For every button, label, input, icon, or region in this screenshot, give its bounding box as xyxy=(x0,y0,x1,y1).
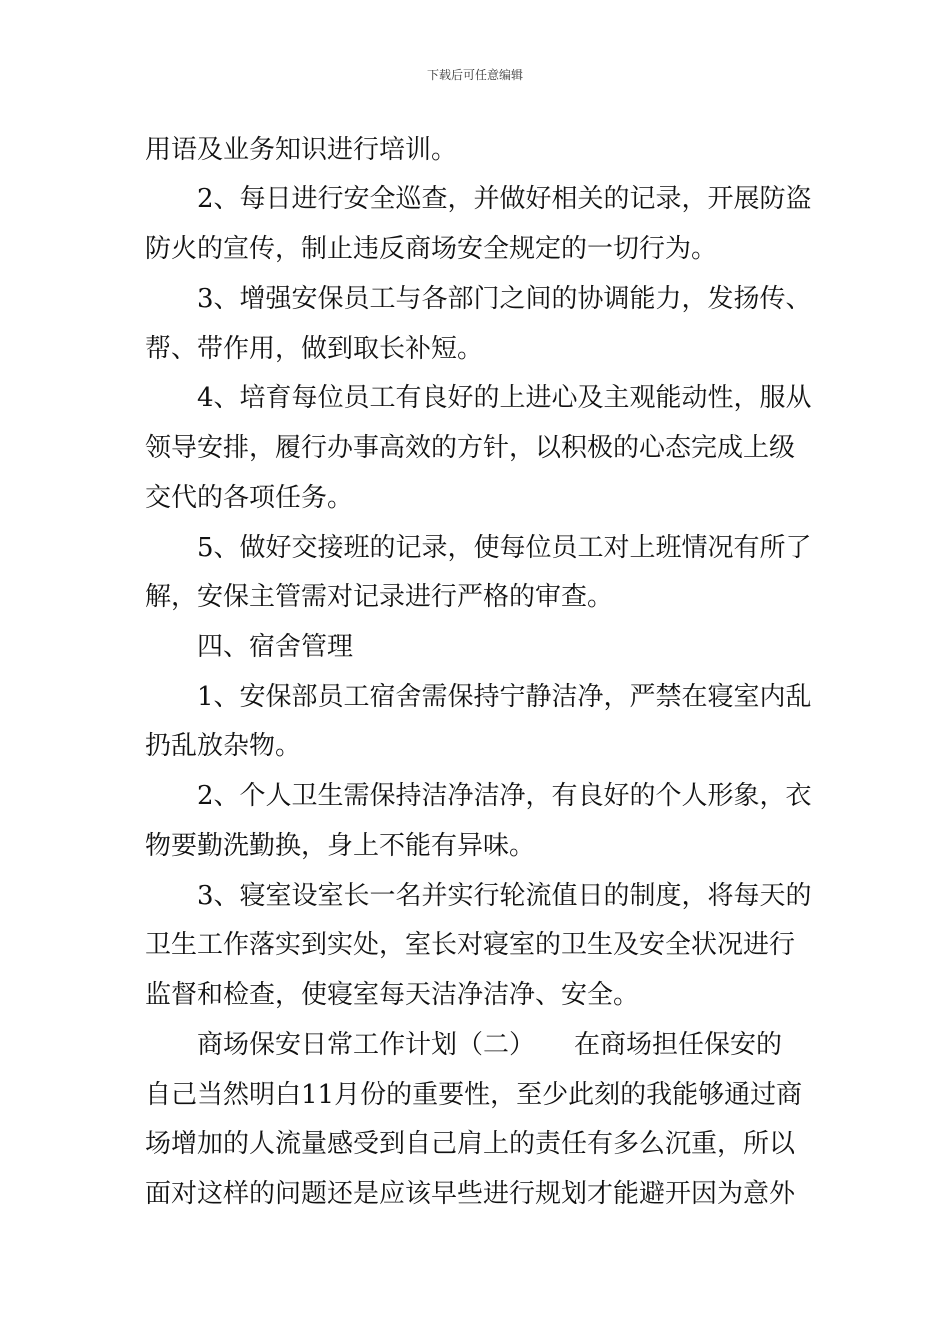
text-line: 卫生工作落实到实处，室长对寝室的卫生及安全状况进行 xyxy=(145,930,796,960)
text-line: 用语及业务知识进行培训。 xyxy=(145,135,458,165)
text-line: 商场保安日常工作计划（二） 在商场担任保安的 xyxy=(197,1030,783,1060)
text-line: 1、安保部员工宿舍需保持宁静洁净，严禁在寝室内乱 xyxy=(197,682,812,712)
text-line: 4、培育每位员工有良好的上进心及主观能动性，服从 xyxy=(197,383,812,413)
text-line: 2、每日进行安全巡查，并做好相关的记录，开展防盗 xyxy=(197,184,812,214)
text-line: 解，安保主管需对记录进行严格的审查。 xyxy=(145,582,614,612)
text-line: 3、增强安保员工与各部门之间的协调能力，发扬传、 xyxy=(197,284,812,314)
text-line: 面对这样的问题还是应该早些进行规划才能避开因为意外 xyxy=(145,1179,796,1209)
text-line: 3、寝室设室长一名并实行轮流值日的制度，将每天的 xyxy=(197,881,812,911)
text-line: 领导安排，履行办事高效的方针，以积极的心态完成上级 xyxy=(145,433,796,463)
text-line: 帮、带作用，做到取长补短。 xyxy=(145,334,484,364)
page-header: 下载后可任意编辑 xyxy=(426,68,523,82)
text-line: 5、做好交接班的记录，使每位员工对上班情况有所了 xyxy=(197,533,812,563)
text-line: 扔乱放杂物。 xyxy=(145,731,302,761)
text-line: 防火的宣传，制止违反商场安全规定的一切行为。 xyxy=(145,234,718,264)
text-line: 物要勤洗勤换，身上不能有异味。 xyxy=(145,831,536,861)
text-line: 自己当然明白11月份的重要性，至少此刻的我能够通过商 xyxy=(145,1080,803,1110)
text-line: 2、个人卫生需保持洁净洁净，有良好的个人形象，衣 xyxy=(197,781,812,811)
text-line: 场增加的人流量感受到自己肩上的责任有多么沉重，所以 xyxy=(145,1129,796,1159)
text-line: 监督和检查，使寝室每天洁净洁净、安全。 xyxy=(145,980,640,1010)
section-heading: 四、宿舍管理 xyxy=(197,632,354,662)
text-line: 交代的各项任务。 xyxy=(145,483,354,513)
